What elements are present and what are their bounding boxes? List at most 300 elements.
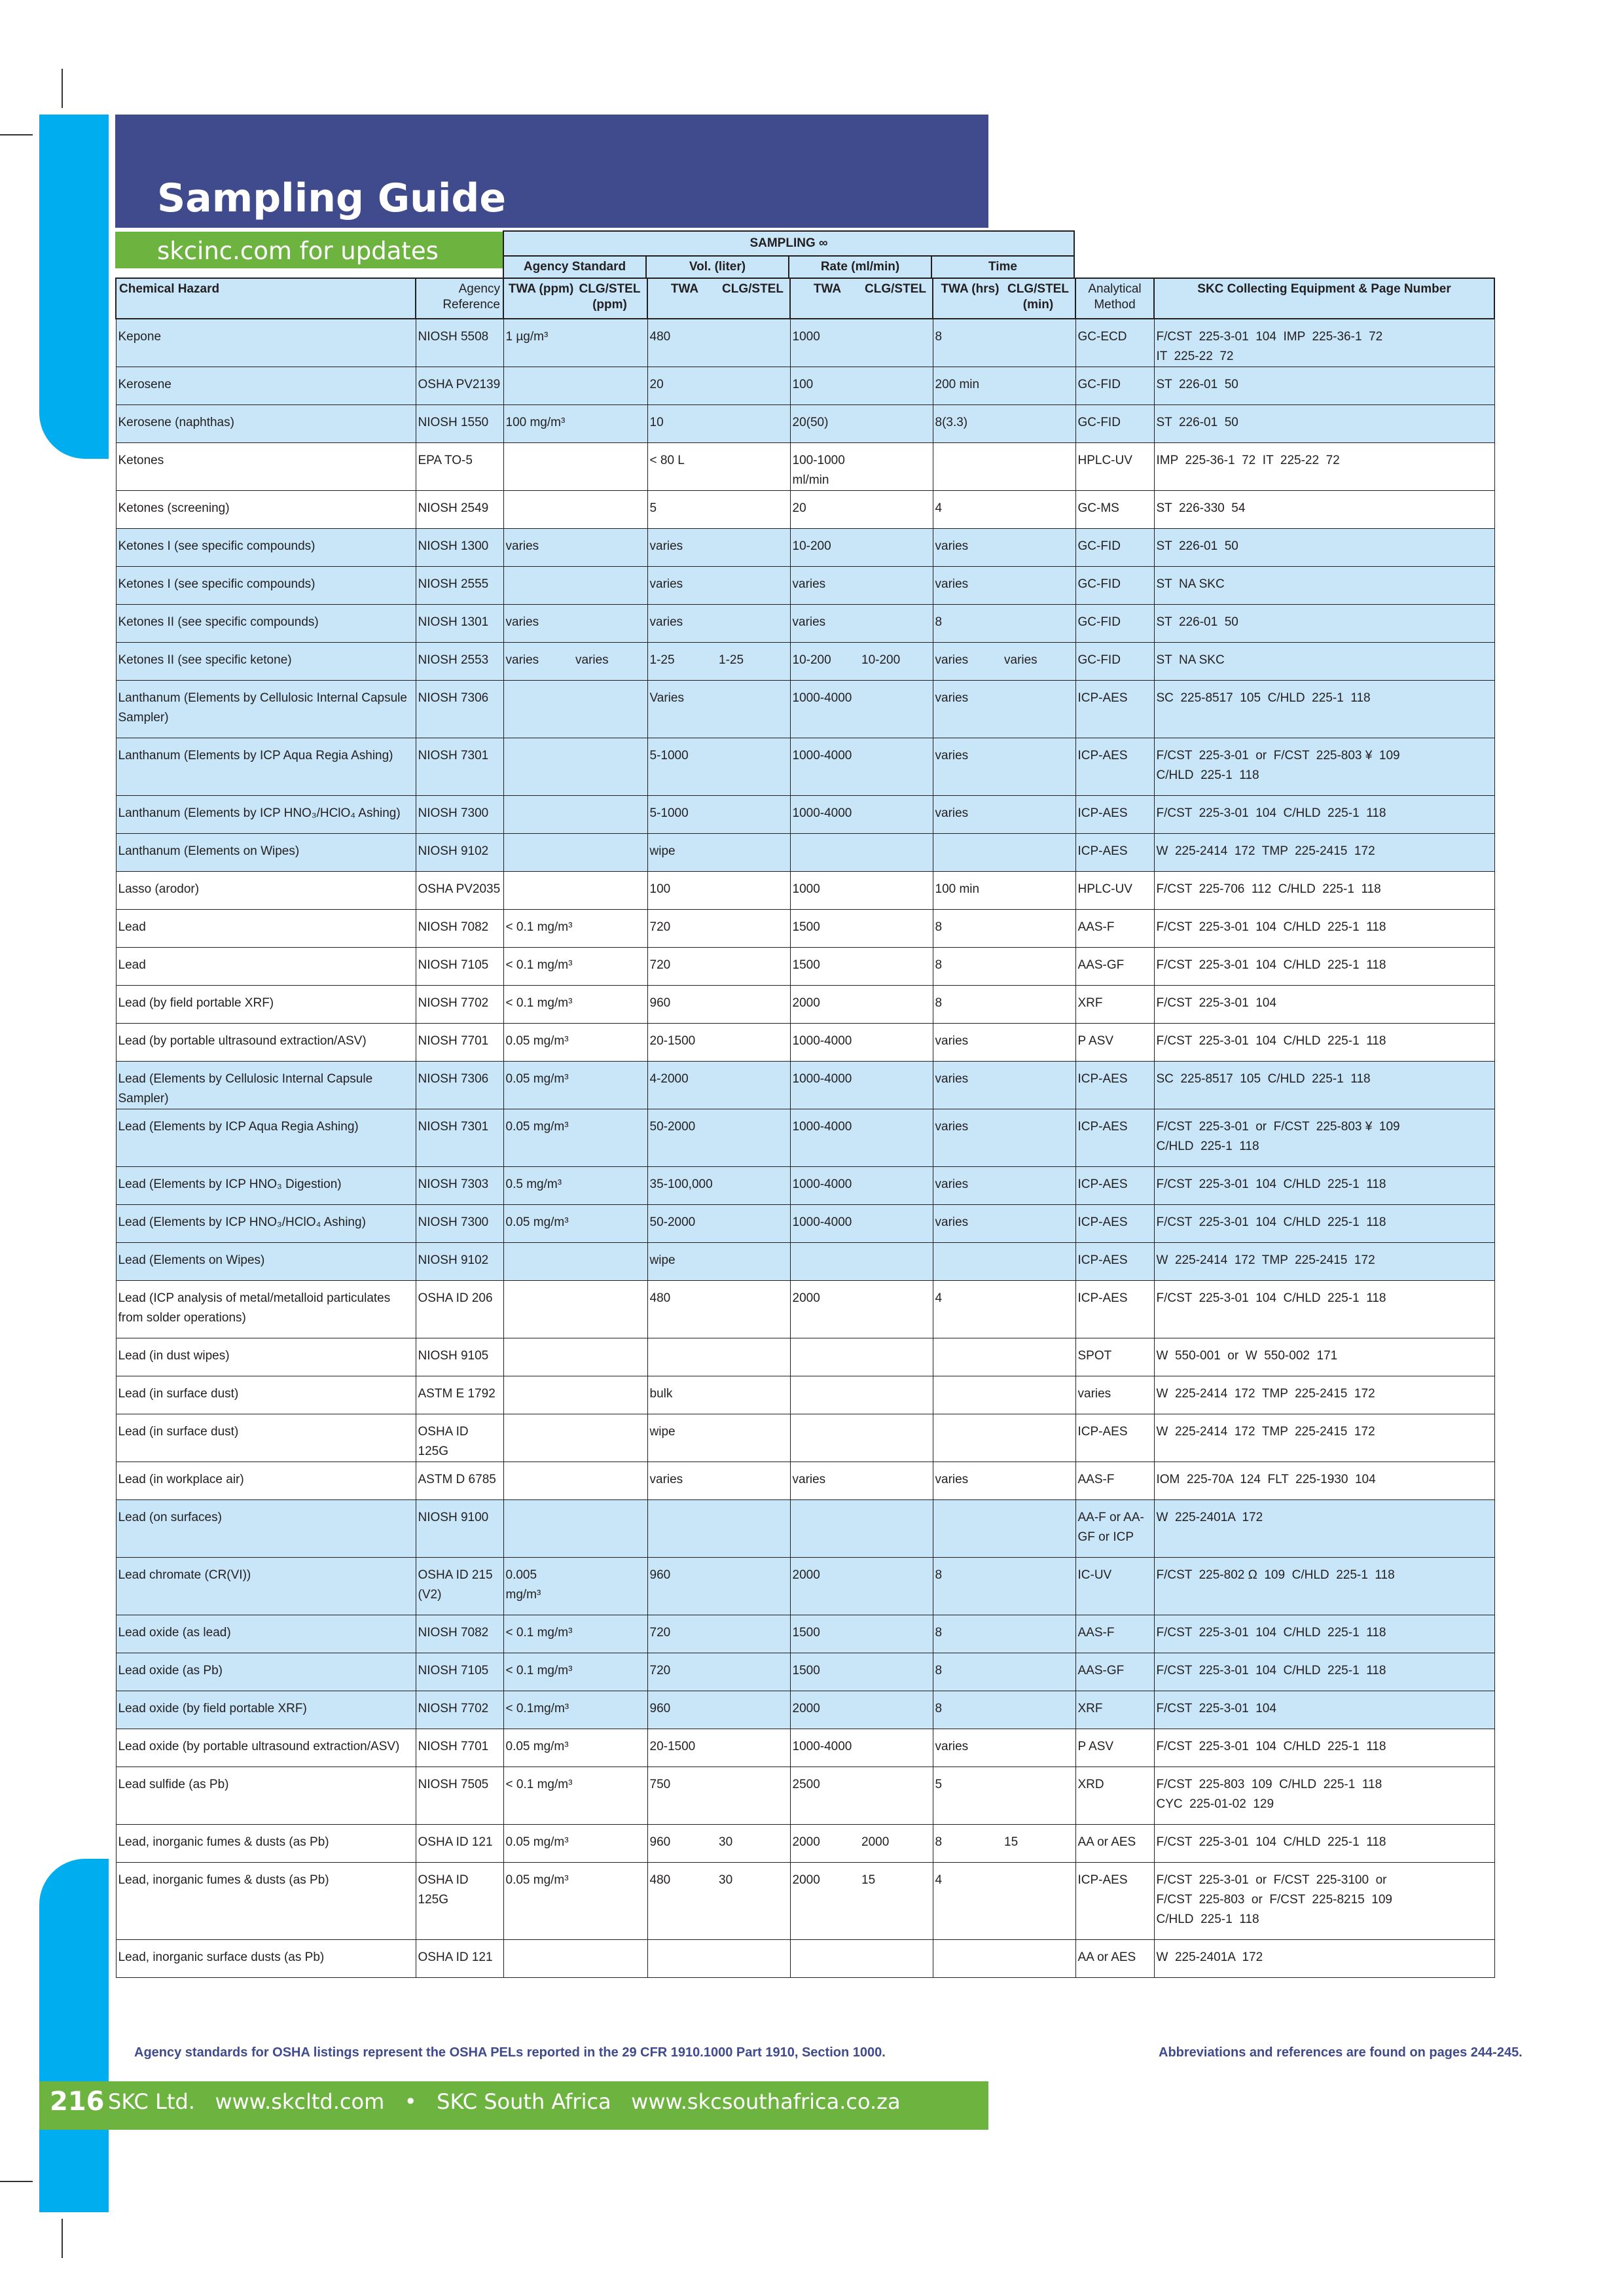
rate-cell-twa: 20 bbox=[792, 501, 806, 515]
col-rate bbox=[790, 278, 933, 319]
volume-cell bbox=[647, 1462, 790, 1500]
table-row bbox=[116, 796, 1494, 834]
volume-cell-twa: 20-1500 bbox=[649, 1740, 696, 1753]
method-cell: HPLC-UV bbox=[1075, 872, 1154, 910]
time-cell-twa: 8 bbox=[935, 1568, 943, 1582]
volume-cell-clg bbox=[719, 1566, 788, 1585]
time-cell-clg bbox=[1004, 575, 1074, 594]
volume-cell bbox=[647, 1940, 790, 1978]
volume-cell-twa: 720 bbox=[649, 958, 671, 972]
volume-cell-twa: varies bbox=[649, 577, 683, 591]
equipment-cell: F/CST 225-3-01 104 bbox=[1154, 1691, 1494, 1729]
volume-cell bbox=[647, 1062, 790, 1109]
equipment-cell: F/CST 225-3-01 104 bbox=[1154, 986, 1494, 1024]
standard-cell bbox=[503, 319, 647, 367]
table-row bbox=[116, 1558, 1494, 1615]
equipment-cell: F/CST 225-3-01 104 C/HLD 225-1 118 bbox=[1154, 948, 1494, 986]
method-cell: AA-F or AA-GF or ICP bbox=[1075, 1500, 1154, 1558]
equipment-cell: ST 226-01 50 bbox=[1154, 605, 1494, 643]
table-row bbox=[116, 1414, 1494, 1462]
volume-cell-twa: 750 bbox=[649, 1778, 671, 1791]
time-cell-twa: varies bbox=[935, 1072, 969, 1086]
col-analytical-method: Analytical Method bbox=[1075, 278, 1154, 319]
volume-cell bbox=[647, 443, 790, 491]
agency-ref-cell: NIOSH 1301 bbox=[416, 605, 503, 643]
rate-cell-clg bbox=[861, 451, 931, 490]
agency-ref-cell: NIOSH 7303 bbox=[416, 1167, 503, 1205]
equipment-cell: IOM 225-70A 124 FLT 225-1930 104 bbox=[1154, 1462, 1494, 1500]
agency-ref-cell: NIOSH 7702 bbox=[416, 986, 503, 1024]
time-cell bbox=[933, 1024, 1075, 1062]
standard-cell bbox=[503, 1109, 647, 1167]
volume-cell bbox=[647, 405, 790, 443]
time-cell bbox=[933, 681, 1075, 738]
rate-cell-clg bbox=[861, 918, 931, 937]
standard-cell-twa: 100 mg/m³ bbox=[505, 416, 566, 429]
agency-ref-cell: NIOSH 1550 bbox=[416, 405, 503, 443]
time-cell-clg bbox=[1004, 1213, 1074, 1232]
rate-cell-clg bbox=[861, 537, 931, 556]
table-row bbox=[116, 1863, 1494, 1940]
rate-cell-twa: 1000-4000 bbox=[792, 1034, 852, 1048]
method-cell: XRF bbox=[1075, 986, 1154, 1024]
table-row bbox=[116, 1062, 1494, 1109]
table-row bbox=[116, 1109, 1494, 1167]
table-row bbox=[116, 1729, 1494, 1767]
standard-cell-clg bbox=[575, 613, 645, 632]
chemical-cell: Kerosene (naphthas) bbox=[116, 405, 416, 443]
rate-cell bbox=[790, 1615, 933, 1653]
volume-cell-clg bbox=[719, 746, 788, 766]
volume-cell-clg bbox=[719, 1422, 788, 1442]
volume-cell-clg bbox=[719, 994, 788, 1013]
rate-cell-clg bbox=[861, 1775, 931, 1795]
standard-cell bbox=[503, 367, 647, 405]
standard-cell-clg bbox=[575, 1031, 645, 1051]
standard-cell-clg bbox=[575, 1871, 645, 1890]
rate-cell-clg bbox=[861, 689, 931, 708]
rate-cell-twa: 1000-4000 bbox=[792, 1072, 852, 1086]
volume-cell bbox=[647, 1863, 790, 1940]
volume-cell bbox=[647, 1338, 790, 1376]
rate-cell-clg bbox=[861, 1117, 931, 1137]
rate-cell bbox=[790, 1338, 933, 1376]
method-cell: AA or AES bbox=[1075, 1940, 1154, 1978]
equipment-cell: W 225-2401A 172 bbox=[1154, 1500, 1494, 1558]
time-cell-twa: varies bbox=[935, 1034, 969, 1048]
table-row bbox=[116, 605, 1494, 643]
volume-cell-clg bbox=[719, 375, 788, 395]
volume-cell-clg bbox=[719, 1384, 788, 1404]
standard-cell bbox=[503, 1024, 647, 1062]
time-cell-clg bbox=[1004, 1661, 1074, 1681]
standard-cell bbox=[503, 738, 647, 796]
volume-cell bbox=[647, 738, 790, 796]
equipment-cell: F/CST 225-3-01 or F/CST 225-3100 or F/CST 225-803 or F/CST 225-8215 109 C/HLD 225-1 118 bbox=[1154, 1863, 1494, 1940]
standard-cell-twa: 0.005 mg/m³ bbox=[505, 1568, 541, 1602]
method-cell: ICP-AES bbox=[1075, 1281, 1154, 1338]
rate-cell bbox=[790, 872, 933, 910]
volume-cell-twa: 5-1000 bbox=[649, 749, 689, 762]
agency-ref-cell: NIOSH 7082 bbox=[416, 1615, 503, 1653]
rate-cell bbox=[790, 910, 933, 948]
time-cell bbox=[933, 1205, 1075, 1243]
volume-cell-clg bbox=[719, 575, 788, 594]
rate-cell-twa: varies bbox=[792, 1473, 826, 1486]
agency-ref-cell: OSHA ID 121 bbox=[416, 1940, 503, 1978]
rate-cell-clg bbox=[861, 1069, 931, 1089]
rate-cell bbox=[790, 986, 933, 1024]
col-twa-ppm: TWA (ppm) bbox=[508, 282, 574, 296]
standard-cell bbox=[503, 529, 647, 567]
rate-cell bbox=[790, 1024, 933, 1062]
agency-ref-cell: NIOSH 7701 bbox=[416, 1729, 503, 1767]
standard-cell bbox=[503, 1615, 647, 1653]
volume-cell bbox=[647, 1767, 790, 1825]
standard-cell-twa: 0.05 mg/m³ bbox=[505, 1072, 569, 1086]
volume-cell-twa: 1-25 bbox=[649, 653, 675, 667]
equipment-cell: ST NA SKC bbox=[1154, 643, 1494, 681]
rate-cell bbox=[790, 1653, 933, 1691]
equipment-cell: ST 226-330 54 bbox=[1154, 491, 1494, 529]
volume-cell-clg bbox=[719, 1623, 788, 1643]
time-cell-clg bbox=[1004, 1623, 1074, 1643]
time-cell-twa: 8(3.3) bbox=[935, 416, 968, 429]
time-cell-twa: varies bbox=[935, 1740, 969, 1753]
rate-cell bbox=[790, 1243, 933, 1281]
time-cell-clg bbox=[1004, 1470, 1074, 1490]
rate-cell-twa: 2000 bbox=[792, 1702, 820, 1715]
rate-cell bbox=[790, 1462, 933, 1500]
rate-cell bbox=[790, 681, 933, 738]
standard-cell-twa: varies bbox=[505, 539, 539, 553]
time-cell-clg bbox=[1004, 1117, 1074, 1137]
rate-cell-clg bbox=[861, 413, 931, 433]
footer-contact: SKC Ltd. www.skcltd.com • SKC South Africa www.skcsouthafrica.co.za bbox=[108, 2089, 901, 2114]
volume-cell-clg: 1-25 bbox=[719, 653, 744, 667]
sampling-table bbox=[115, 278, 1495, 1978]
col-time bbox=[933, 278, 1075, 319]
volume-cell-twa: 480 bbox=[649, 330, 671, 344]
time-cell-clg bbox=[1004, 880, 1074, 899]
volume-cell-twa: 20-1500 bbox=[649, 1034, 696, 1048]
rate-cell-clg bbox=[861, 880, 931, 899]
standard-cell-clg bbox=[575, 1775, 645, 1795]
equipment-cell: F/CST 225-3-01 104 C/HLD 225-1 118 bbox=[1154, 1205, 1494, 1243]
agency-ref-cell: NIOSH 7300 bbox=[416, 796, 503, 834]
time-cell-twa: 8 bbox=[935, 920, 943, 934]
standard-cell-clg bbox=[575, 327, 645, 347]
time-cell bbox=[933, 1243, 1075, 1281]
volume-cell-clg: 30 bbox=[719, 1835, 733, 1849]
standard-cell bbox=[503, 567, 647, 605]
standard-cell-clg bbox=[575, 994, 645, 1013]
equipment-cell: F/CST 225-3-01 104 C/HLD 225-1 118 bbox=[1154, 1615, 1494, 1653]
standard-cell-twa: < 0.1 mg/m³ bbox=[505, 958, 573, 972]
rate-cell-clg bbox=[861, 1737, 931, 1757]
side-tab-top bbox=[39, 115, 109, 459]
volume-cell bbox=[647, 681, 790, 738]
time-cell-twa: varies bbox=[935, 749, 969, 762]
time-cell bbox=[933, 1281, 1075, 1338]
crop-mark bbox=[62, 69, 63, 108]
time-cell-clg bbox=[1004, 327, 1074, 347]
chemical-cell: Lead, inorganic fumes & dusts (as Pb) bbox=[116, 1825, 416, 1863]
chemical-cell: Lead, inorganic fumes & dusts (as Pb) bbox=[116, 1863, 416, 1940]
equipment-cell: ST 226-01 50 bbox=[1154, 529, 1494, 567]
volume-cell-twa: 960 bbox=[649, 1835, 671, 1849]
agency-ref-cell: NIOSH 7105 bbox=[416, 948, 503, 986]
standard-cell bbox=[503, 605, 647, 643]
time-cell bbox=[933, 491, 1075, 529]
standard-cell-clg bbox=[575, 1566, 645, 1605]
equipment-cell: ST 226-01 50 bbox=[1154, 367, 1494, 405]
volume-cell bbox=[647, 948, 790, 986]
volume-cell bbox=[647, 367, 790, 405]
rate-cell bbox=[790, 1205, 933, 1243]
time-cell-twa: 4 bbox=[935, 1873, 943, 1887]
rate-cell bbox=[790, 1500, 933, 1558]
volume-cell-clg bbox=[719, 451, 788, 471]
time-cell-twa: 4 bbox=[935, 501, 943, 515]
volume-cell bbox=[647, 796, 790, 834]
volume-cell bbox=[647, 910, 790, 948]
time-cell bbox=[933, 1691, 1075, 1729]
agency-ref-cell: OSHA ID 206 bbox=[416, 1281, 503, 1338]
rate-cell-clg bbox=[861, 1289, 931, 1308]
chemical-cell: Lead oxide (by field portable XRF) bbox=[116, 1691, 416, 1729]
rate-cell bbox=[790, 1062, 933, 1109]
volume-cell bbox=[647, 1729, 790, 1767]
volume-cell-twa: varies bbox=[649, 539, 683, 553]
equipment-cell: SC 225-8517 105 C/HLD 225-1 118 bbox=[1154, 681, 1494, 738]
volume-cell bbox=[647, 319, 790, 367]
col-vol-twa: TWA bbox=[670, 282, 699, 296]
standard-cell bbox=[503, 1338, 647, 1376]
standard-cell bbox=[503, 405, 647, 443]
agency-ref-cell: NIOSH 9102 bbox=[416, 1243, 503, 1281]
rate-cell bbox=[790, 1825, 933, 1863]
equipment-cell: SC 225-8517 105 C/HLD 225-1 118 bbox=[1154, 1062, 1494, 1109]
method-cell: P ASV bbox=[1075, 1024, 1154, 1062]
volume-cell bbox=[647, 567, 790, 605]
volume-cell-twa: < 80 L bbox=[649, 454, 685, 467]
volume-cell-twa: Varies bbox=[649, 691, 684, 705]
volume-cell-twa: 960 bbox=[649, 1702, 671, 1715]
method-cell: XRD bbox=[1075, 1767, 1154, 1825]
volume-cell-twa: 20 bbox=[649, 378, 664, 391]
volume-cell bbox=[647, 1615, 790, 1653]
volume-cell-clg bbox=[719, 413, 788, 433]
agency-ref-cell: NIOSH 2555 bbox=[416, 567, 503, 605]
table-row bbox=[116, 567, 1494, 605]
volume-cell-twa: 480 bbox=[649, 1873, 671, 1887]
table-row bbox=[116, 834, 1494, 872]
crop-mark bbox=[62, 2219, 63, 2258]
rate-cell bbox=[790, 796, 933, 834]
footnote-osha: Agency standards for OSHA listings represent the OSHA PELs reported in the 29 CFR 1910.1000 Part 1910, Section 1000. bbox=[134, 2045, 886, 2060]
time-cell-twa: varies bbox=[935, 1177, 969, 1191]
time-cell-clg bbox=[1004, 413, 1074, 433]
time-cell bbox=[933, 367, 1075, 405]
rate-cell bbox=[790, 948, 933, 986]
chemical-cell: Lanthanum (Elements by ICP Aqua Regia Ashing) bbox=[116, 738, 416, 796]
time-cell bbox=[933, 1940, 1075, 1978]
time-cell bbox=[933, 948, 1075, 986]
time-cell bbox=[933, 1825, 1075, 1863]
agency-ref-cell: OSHA PV2035 bbox=[416, 872, 503, 910]
volume-cell-clg bbox=[719, 1175, 788, 1194]
time-cell bbox=[933, 1167, 1075, 1205]
standard-cell bbox=[503, 1825, 647, 1863]
volume-cell bbox=[647, 834, 790, 872]
rate-cell-twa: 2000 bbox=[792, 996, 820, 1010]
volume-cell bbox=[647, 1414, 790, 1462]
standard-cell-twa: 0.05 mg/m³ bbox=[505, 1120, 569, 1134]
time-cell-clg bbox=[1004, 1031, 1074, 1051]
table-row bbox=[116, 986, 1494, 1024]
table-row bbox=[116, 1615, 1494, 1653]
table-row bbox=[116, 948, 1494, 986]
agency-ref-cell: NIOSH 9102 bbox=[416, 834, 503, 872]
equipment-cell: F/CST 225-3-01 104 C/HLD 225-1 118 bbox=[1154, 796, 1494, 834]
rate-cell-twa: 2500 bbox=[792, 1778, 820, 1791]
time-cell-twa: 4 bbox=[935, 1291, 943, 1305]
rate-cell-twa: 2000 bbox=[792, 1568, 820, 1582]
agency-ref-cell: ASTM E 1792 bbox=[416, 1376, 503, 1414]
chemical-cell: Lead (in dust wipes) bbox=[116, 1338, 416, 1376]
chemical-cell: Lead (Elements on Wipes) bbox=[116, 1243, 416, 1281]
standard-cell-twa: < 0.1mg/m³ bbox=[505, 1702, 569, 1715]
rate-cell-clg: 10-200 bbox=[861, 653, 901, 667]
standard-cell-twa: < 0.1 mg/m³ bbox=[505, 920, 573, 934]
volume-cell-clg bbox=[719, 689, 788, 708]
standard-cell bbox=[503, 1558, 647, 1615]
chemical-cell: Ketones I (see specific compounds) bbox=[116, 529, 416, 567]
rate-cell-clg bbox=[861, 1213, 931, 1232]
table-row bbox=[116, 529, 1494, 567]
standard-cell-twa: 0.05 mg/m³ bbox=[505, 1835, 569, 1849]
subtitle-link[interactable]: skcinc.com for updates bbox=[157, 237, 439, 265]
rate-cell bbox=[790, 605, 933, 643]
time-cell-twa: 8 bbox=[935, 330, 943, 344]
table-row bbox=[116, 1825, 1494, 1863]
standard-cell-twa: varies bbox=[505, 653, 539, 667]
time-cell-twa: varies bbox=[935, 691, 969, 705]
table-row bbox=[116, 1338, 1494, 1376]
rate-cell-twa: 20(50) bbox=[792, 416, 829, 429]
time-cell bbox=[933, 1729, 1075, 1767]
rate-cell-twa: 2000 bbox=[792, 1873, 820, 1887]
standard-cell bbox=[503, 1414, 647, 1462]
rate-cell-twa: 1500 bbox=[792, 1626, 820, 1640]
time-cell bbox=[933, 834, 1075, 872]
time-cell-twa: 8 bbox=[935, 1835, 943, 1849]
agency-ref-cell: OSHA ID 125G bbox=[416, 1414, 503, 1462]
standard-cell bbox=[503, 1940, 647, 1978]
standard-cell bbox=[503, 910, 647, 948]
rate-cell bbox=[790, 1940, 933, 1978]
volume-cell-clg bbox=[719, 1069, 788, 1089]
rate-header: Rate (ml/min) bbox=[788, 255, 932, 279]
standard-cell-twa: < 0.1 mg/m³ bbox=[505, 996, 573, 1010]
volume-cell-clg bbox=[719, 1031, 788, 1051]
standard-cell-clg bbox=[575, 1699, 645, 1719]
standard-cell-twa: 0.05 mg/m³ bbox=[505, 1215, 569, 1229]
time-cell-twa: varies bbox=[935, 806, 969, 820]
time-cell bbox=[933, 567, 1075, 605]
volume-cell-twa: 720 bbox=[649, 920, 671, 934]
time-cell bbox=[933, 643, 1075, 681]
rate-cell-twa: 100-1000 ml/min bbox=[792, 454, 845, 487]
rate-cell-twa: 1500 bbox=[792, 958, 820, 972]
volume-cell-twa: 35-100,000 bbox=[649, 1177, 713, 1191]
chemical-cell: Lead oxide (as lead) bbox=[116, 1615, 416, 1653]
equipment-cell: ST 226-01 50 bbox=[1154, 405, 1494, 443]
rate-cell-clg bbox=[861, 575, 931, 594]
rate-cell bbox=[790, 367, 933, 405]
time-cell-clg bbox=[1004, 1289, 1074, 1308]
table-row bbox=[116, 910, 1494, 948]
standard-cell-clg bbox=[575, 918, 645, 937]
standard-cell-twa: 0.05 mg/m³ bbox=[505, 1873, 569, 1887]
table-row bbox=[116, 643, 1494, 681]
standard-cell bbox=[503, 796, 647, 834]
time-cell bbox=[933, 796, 1075, 834]
volume-cell bbox=[647, 1109, 790, 1167]
volume-header: Vol. (liter) bbox=[645, 255, 789, 279]
time-cell bbox=[933, 319, 1075, 367]
volume-cell-clg bbox=[719, 537, 788, 556]
rate-cell bbox=[790, 405, 933, 443]
rate-cell-twa: 1000 bbox=[792, 330, 820, 344]
standard-cell-twa: varies bbox=[505, 615, 539, 629]
rate-cell-clg: 2000 bbox=[861, 1835, 890, 1849]
standard-cell-clg bbox=[575, 1175, 645, 1194]
footnote-abbreviations: Abbreviations and references are found on pages 244-245. bbox=[1159, 2045, 1523, 2060]
rate-cell bbox=[790, 643, 933, 681]
rate-cell bbox=[790, 1863, 933, 1940]
equipment-cell: F/CST 225-706 112 C/HLD 225-1 118 bbox=[1154, 872, 1494, 910]
col-time-clg: CLG/STEL (min) bbox=[1007, 282, 1069, 312]
volume-cell-twa: wipe bbox=[649, 1425, 676, 1439]
equipment-cell: W 225-2414 172 TMP 225-2415 172 bbox=[1154, 1414, 1494, 1462]
volume-cell-twa: 5-1000 bbox=[649, 806, 689, 820]
chemical-cell: Lanthanum (Elements by Cellulosic Internal Capsule Sampler) bbox=[116, 681, 416, 738]
volume-cell-twa: 720 bbox=[649, 1626, 671, 1640]
table-row bbox=[116, 1281, 1494, 1338]
volume-cell bbox=[647, 1825, 790, 1863]
method-cell: ICP-AES bbox=[1075, 1167, 1154, 1205]
volume-cell-clg bbox=[719, 1737, 788, 1757]
method-cell: ICP-AES bbox=[1075, 1863, 1154, 1940]
time-cell-clg bbox=[1004, 994, 1074, 1013]
time-cell bbox=[933, 1062, 1075, 1109]
standard-cell bbox=[503, 1653, 647, 1691]
rate-cell-clg: 15 bbox=[861, 1873, 876, 1887]
volume-cell-clg bbox=[719, 1117, 788, 1137]
rate-cell-twa: 2000 bbox=[792, 1291, 820, 1305]
col-volume bbox=[647, 278, 790, 319]
agency-ref-cell: NIOSH 7301 bbox=[416, 1109, 503, 1167]
equipment-cell: F/CST 225-3-01 104 C/HLD 225-1 118 bbox=[1154, 1024, 1494, 1062]
method-cell: ICP-AES bbox=[1075, 1109, 1154, 1167]
sampling-header: SAMPLING ∞ bbox=[503, 230, 1075, 257]
equipment-cell: F/CST 225-3-01 104 C/HLD 225-1 118 bbox=[1154, 910, 1494, 948]
chemical-cell: Ketones bbox=[116, 443, 416, 491]
table-row bbox=[116, 1167, 1494, 1205]
time-cell-clg bbox=[1004, 1775, 1074, 1795]
